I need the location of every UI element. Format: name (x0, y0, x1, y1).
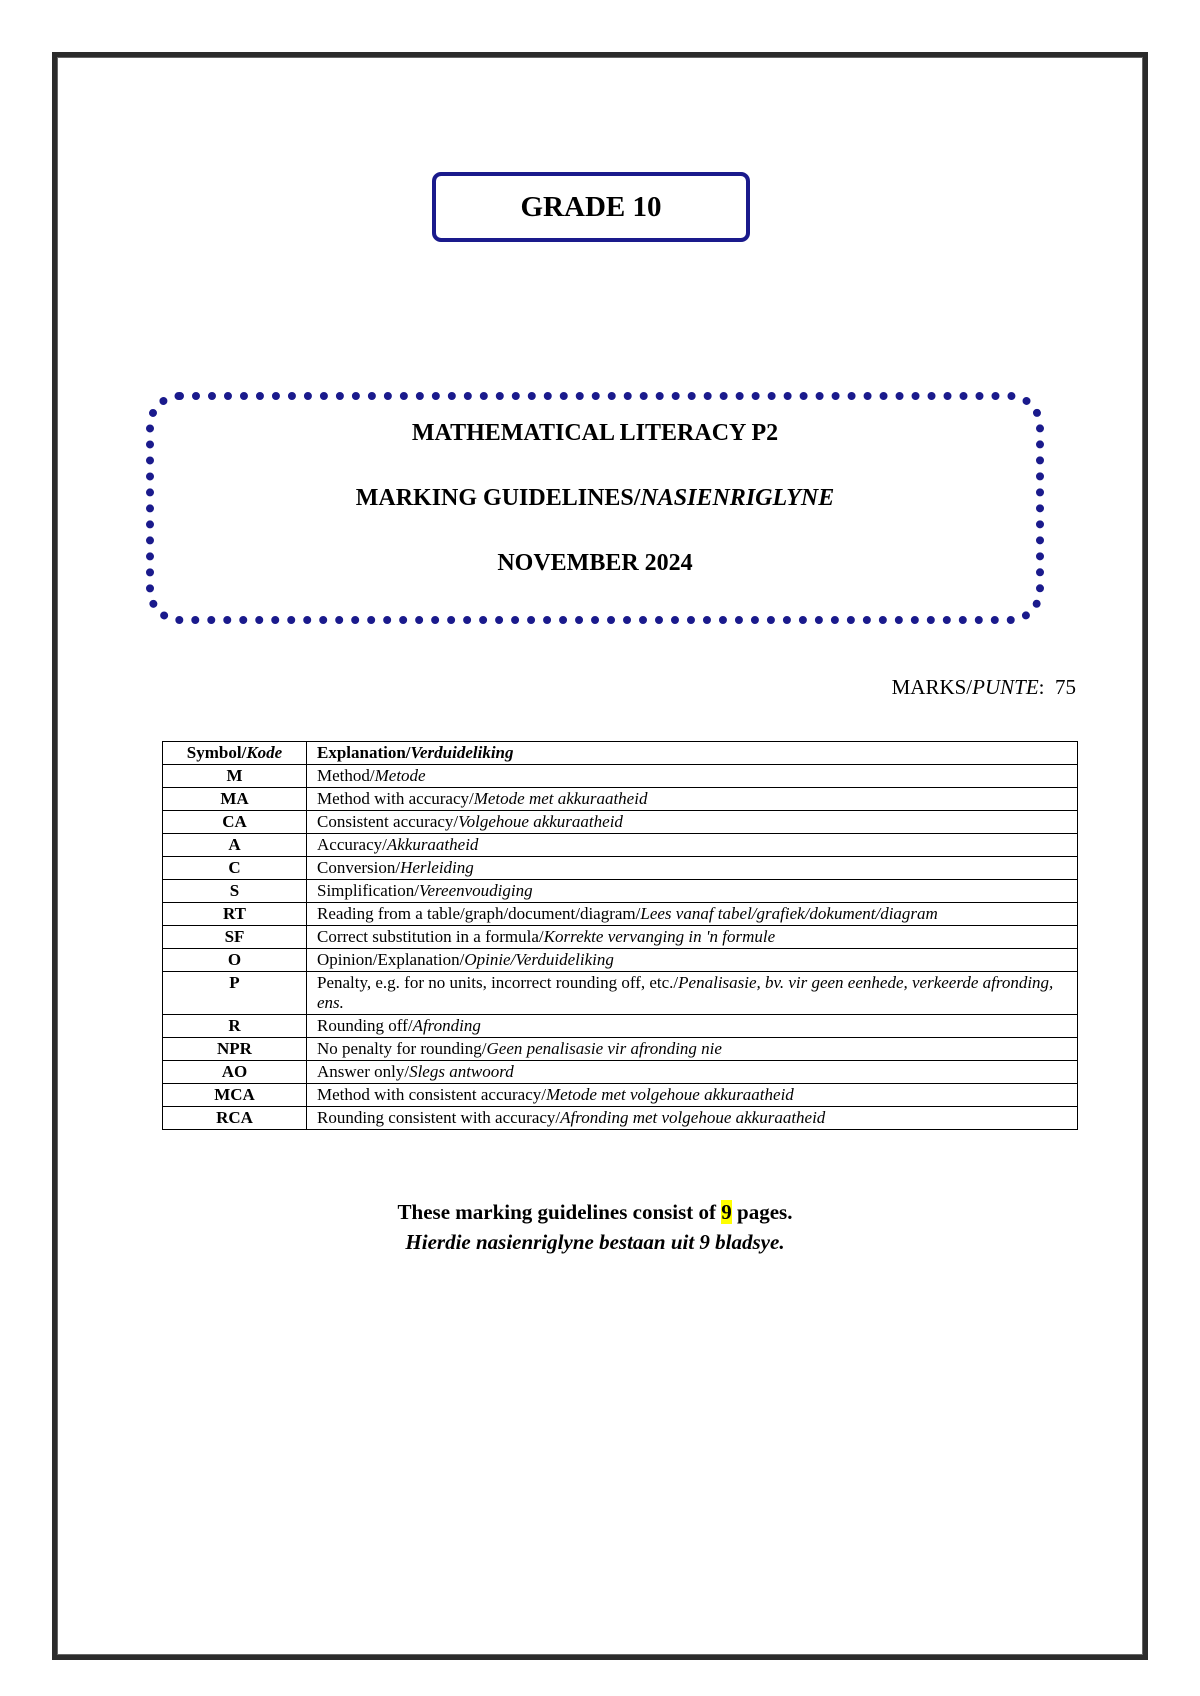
marks-label-en: MARKS/ (891, 675, 973, 699)
table-row (163, 1015, 1078, 1038)
explanation-cell: No penalty for rounding/Geen penalisasie vir afronding nie (307, 1038, 1078, 1061)
symbol-cell: C (163, 857, 307, 880)
explanation-cell: Consistent accuracy/Volgehoue akkuraatheid (307, 811, 1078, 834)
table-row (163, 834, 1078, 857)
table-row (163, 972, 1078, 1015)
explanation-cell: Rounding consistent with accuracy/Afronding met volgehoue akkuraatheid (307, 1107, 1078, 1130)
symbol-cell: O (163, 949, 307, 972)
symbol-legend-table (162, 741, 1078, 1130)
table-row (163, 811, 1078, 834)
symbol-cell: MA (163, 788, 307, 811)
explanation-cell: Conversion/Herleiding (307, 857, 1078, 880)
grade-box (432, 172, 750, 242)
explanation-cell: Answer only/Slegs antwoord (307, 1061, 1078, 1084)
explanation-cell: Accuracy/Akkuraatheid (307, 834, 1078, 857)
explanation-column-header: Explanation/Verduideliking (307, 742, 1078, 765)
page-count-af: Hierdie nasienriglyne bestaan uit 9 bladsye. (405, 1230, 785, 1254)
explanation-cell: Rounding off/Afronding (307, 1015, 1078, 1038)
symbol-cell: RCA (163, 1107, 307, 1130)
table-row (163, 788, 1078, 811)
symbol-cell: CA (163, 811, 307, 834)
marks-value: 75 (1055, 675, 1076, 699)
symbol-cell: NPR (163, 1038, 307, 1061)
explanation-cell: Method with accuracy/Metode met akkuraatheid (307, 788, 1078, 811)
explanation-cell: Method/Metode (307, 765, 1078, 788)
table-row (163, 880, 1078, 903)
symbol-cell: M (163, 765, 307, 788)
explanation-cell: Opinion/Explanation/Opinie/Verduideliking (307, 949, 1078, 972)
subject-title: MATHEMATICAL LITERACY P2 (411, 420, 779, 446)
symbol-cell: R (163, 1015, 307, 1038)
explanation-cell: Simplification/Vereenvoudiging (307, 880, 1078, 903)
table-row (163, 1107, 1078, 1130)
table-row (163, 1061, 1078, 1084)
table-row (163, 1038, 1078, 1061)
symbol-cell: SF (163, 926, 307, 949)
explanation-cell: Correct substitution in a formula/Korrekte vervanging in 'n formule (307, 926, 1078, 949)
table-row (163, 926, 1078, 949)
symbol-column-header: Symbol/Kode (163, 742, 307, 765)
guidelines-title-af: NASIENRIGLYNE (640, 485, 835, 511)
symbol-cell: A (163, 834, 307, 857)
symbol-cell: RT (163, 903, 307, 926)
symbol-cell: P (163, 972, 307, 1015)
table-row (163, 1084, 1078, 1107)
table-row (163, 765, 1078, 788)
page-count-highlight: 9 (721, 1200, 732, 1224)
explanation-cell: Method with consistent accuracy/Metode met volgehoue akkuraatheid (307, 1084, 1078, 1107)
symbol-cell: MCA (163, 1084, 307, 1107)
table-row (163, 949, 1078, 972)
page-count-en: These marking guidelines consist of 9 pages. (397, 1200, 793, 1224)
table-row (163, 857, 1078, 880)
marks-label-af: PUNTE (972, 675, 1039, 699)
explanation-cell: Reading from a table/graph/document/diagram/Lees vanaf tabel/grafiek/dokument/diagram (307, 903, 1078, 926)
exam-date: NOVEMBER 2024 (497, 550, 693, 576)
table-header-row (163, 742, 1078, 765)
guidelines-title-en: MARKING GUIDELINES/ (355, 485, 641, 511)
symbol-cell: AO (163, 1061, 307, 1084)
symbol-cell: S (163, 880, 307, 903)
marks-total: MARKS/PUNTE: 75 (891, 675, 1076, 699)
guidelines-title (146, 485, 1044, 512)
table-row (163, 903, 1078, 926)
explanation-cell: Penalty, e.g. for no units, incorrect rounding off, etc./Penalisasie, bv. vir geen eenhede, verkeerde afronding, ens. (307, 972, 1078, 1015)
grade-label: GRADE 10 (520, 190, 662, 223)
